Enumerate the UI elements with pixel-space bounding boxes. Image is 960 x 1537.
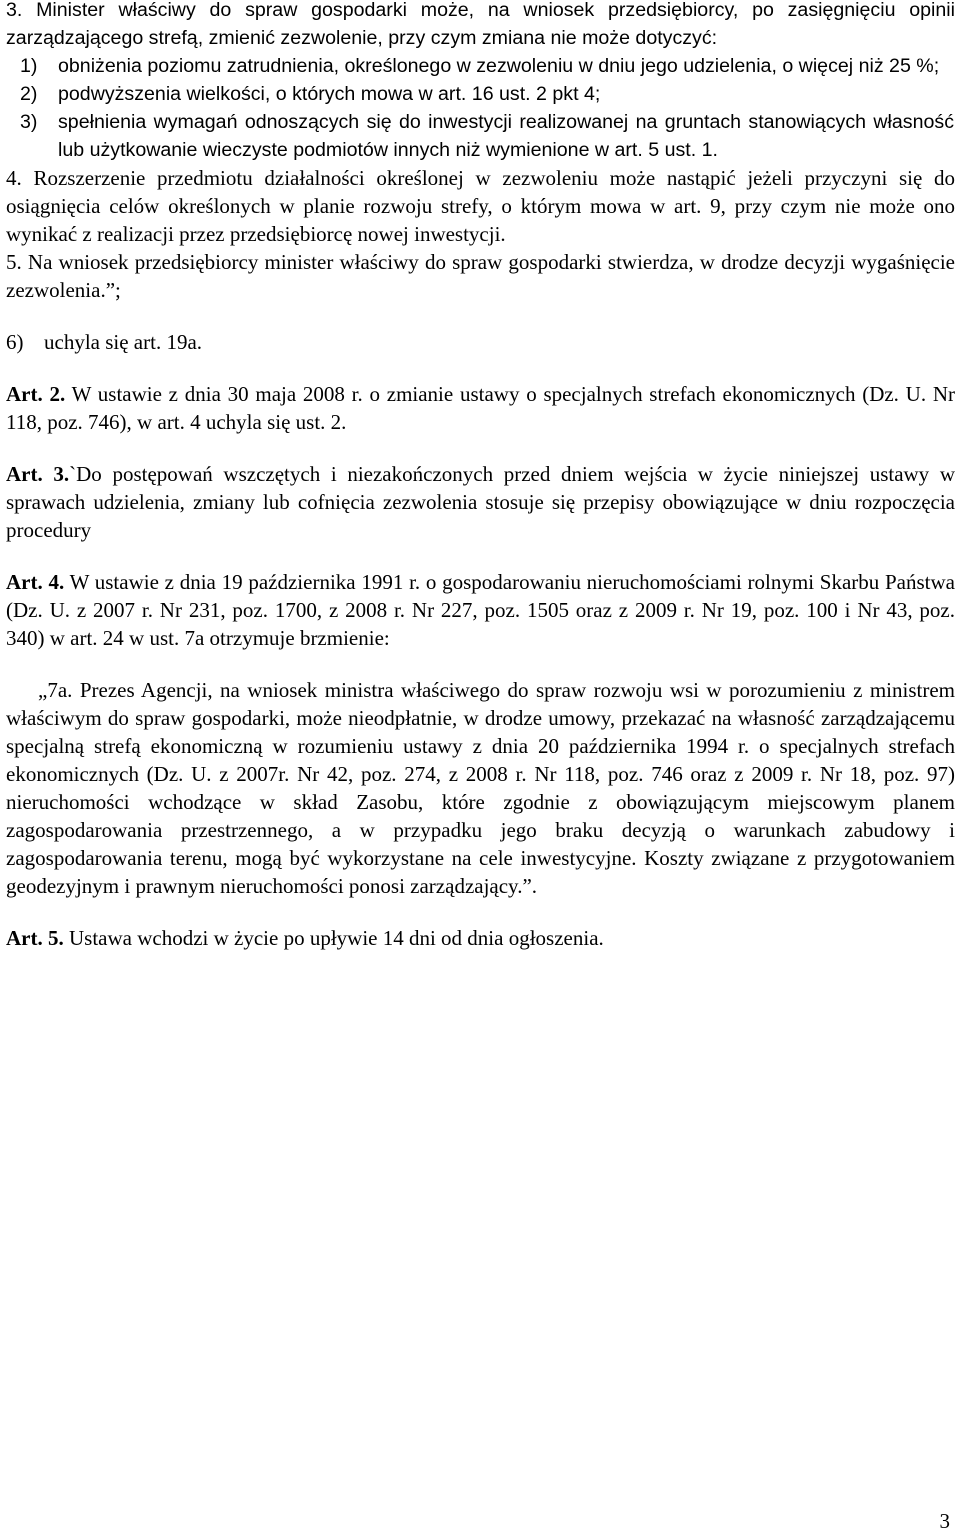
list-item	[20, 108, 955, 164]
article-4	[6, 568, 955, 652]
article-2-text: W ustawie z dnia 30 maja 2008 r. o zmianie ustawy o specjalnych strefach ekonomicznych (Dz. U. Nr 118, poz. 746), w art. 4 uchyla się ust. 2.	[6, 382, 955, 434]
paragraph-3-list	[6, 52, 955, 164]
paragraph-4: 4. Rozszerzenie przedmiotu działalności określonej w zezwoleniu może nastąpić jeżeli przyczyni się do osiągnięcia celów określonych w planie rozwoju strefy, o którym mowa w art. 9, przy czym nie może ono wynikać z realizacji przez przedsiębiorcę nowej inwestycji.	[6, 166, 955, 246]
list-item-text: spełnienia wymagań odnoszących się do inwestycji realizowanej na gruntach stanowiących własność lub użytkowanie wieczyste podmiotów innych niż wymienione w art. 5 ust. 1.	[58, 111, 954, 161]
article-4-text: W ustawie z dnia 19 października 1991 r. o gospodarowaniu nieruchomościami rolnymi Skarbu Państwa (Dz. U. z 2007 r. Nr 231, poz. 1700, z 2008 r. Nr 227, poz. 1505 oraz z 2009 r. Nr 19, poz. 100 i Nr 43, poz. 340) w art. 24 w ust. 7a otrzymuje brzmienie:	[6, 570, 955, 650]
article-4-heading: Art. 4.	[6, 570, 65, 594]
article-3-text: `Do postępowań wszczętych i niezakończonych przed dniem wejścia w życie niniejszej ustawy w sprawach udzielenia, zmiany lub cofnięcia zezwolenia stosuje się przepisy obowiązujące w dniu rozpoczęcia procedury	[6, 462, 956, 542]
list-item-number: 1)	[20, 55, 38, 77]
list-item	[20, 52, 955, 80]
article-4-quoted-provision: „7a. Prezes Agencji, na wniosek ministra właściwego do spraw rozwoju wsi w porozumieniu z ministrem właściwym do spraw gospodarki, może nieodpłatnie, w drodze umowy, przekazać na własność zarządzającemu specjalną strefą ekonomiczną w rozumieniu ustawy z dnia 20 października 1994 r. o specjalnych strefach ekonomicznych (Dz. U. z 2007r. Nr 42, poz. 274, z 2008 r. Nr 118, poz. 746 oraz z 2009 r. Nr 18, poz. 97) nieruchomości wchodzące w skład Zasobu, które zgodnie z obowiązującym miejscowym planem zagospodarowania przestrzennego, a w przypadku jego braku decyzją o warunkach zabudowy i zagospodarowania terenu, mogą być wykorzystane na cele inwestycyjne. Koszty związane z przygotowaniem geodezyjnym i prawnym nieruchomości ponosi zarządzający.”.	[6, 678, 955, 898]
list-item-number: 2)	[20, 83, 38, 105]
article-5-heading: Art. 5.	[6, 926, 64, 950]
paragraph-3: 3. Minister właściwy do spraw gospodarki może, na wniosek przedsiębiorcy, po zasięgnięciu opinii zarządzającego strefą, zmienić zezwolenie, przy czym zmiana nie może dotyczyć:	[6, 0, 955, 49]
article-5-text: Ustawa wchodzi w życie po upływie 14 dni od dnia ogłoszenia.	[63, 926, 604, 950]
article-2	[6, 380, 955, 436]
page-number: 3	[939, 1509, 950, 1533]
amendment-item-text: uchyla się art. 19a.	[44, 330, 203, 354]
list-item	[20, 80, 955, 108]
list-item-text: obniżenia poziomu zatrudnienia, określonego w zezwoleniu w dniu jego udzielenia, o więcej niż 25 %;	[58, 55, 940, 77]
article-3	[6, 460, 955, 544]
article-5	[6, 924, 955, 952]
list-item-text: podwyższenia wielkości, o których mowa w art. 16 ust. 2 pkt 4;	[58, 83, 601, 105]
article-2-heading: Art. 2.	[6, 382, 66, 406]
article-3-heading: Art. 3.	[6, 462, 70, 486]
list-item-number: 3)	[20, 111, 38, 133]
amendment-item-6	[6, 328, 955, 356]
amendment-item-number: 6)	[6, 330, 24, 354]
paragraph-5: 5. Na wniosek przedsiębiorcy minister właściwy do spraw gospodarki stwierdza, w drodze decyzji wygaśnięcie zezwolenia.”;	[6, 250, 955, 302]
